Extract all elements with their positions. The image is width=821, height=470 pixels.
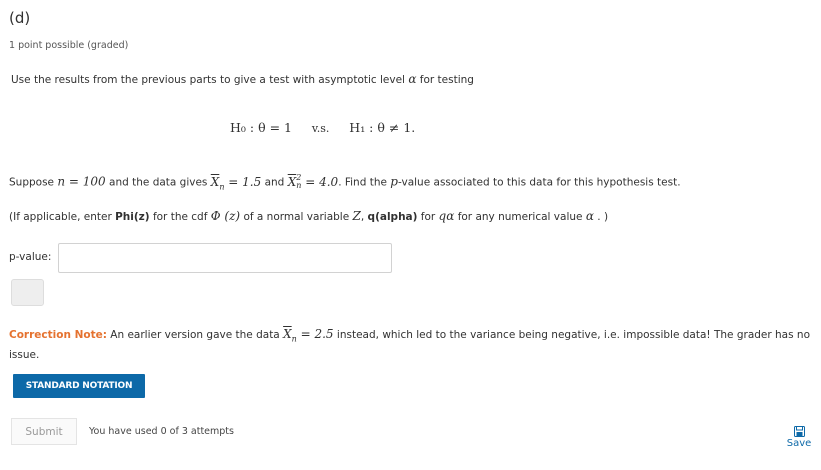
data-statement xyxy=(9,174,681,191)
prompt-text: Use the results from the previous parts to give a test with asymptotic level xyxy=(11,74,405,86)
problem-prompt xyxy=(11,72,474,86)
q-keyword: q(alpha) xyxy=(367,211,418,223)
versus-label: v.s. xyxy=(311,122,330,135)
suppose-text: Suppose xyxy=(9,176,55,189)
find-text: . Find the xyxy=(338,176,387,189)
phi-keyword: Phi(z) xyxy=(115,211,150,223)
note-text-end: instead, which led to the variance being negative, i.e. impossible data! The grader has no issue. xyxy=(9,329,811,362)
pvalue-tail-text: -value associated to this data for this hypothesis test. xyxy=(397,176,681,189)
equation-preview-button[interactable] xyxy=(11,279,44,306)
note-text-start: An earlier version gave the data xyxy=(110,329,280,341)
instr-cdf: for the cdf xyxy=(152,211,208,223)
instr-for: for xyxy=(420,211,436,223)
instr-rest: for any numerical value xyxy=(457,211,583,223)
attempts-status: You have used 0 of 3 attempts xyxy=(89,426,234,437)
instr-normal: of a normal variable xyxy=(243,211,350,223)
pvalue-label: p-value: xyxy=(9,251,52,263)
hypothesis-display xyxy=(230,120,415,135)
data-gives-text: and the data gives xyxy=(109,176,208,189)
p-symbol: p xyxy=(390,174,398,189)
null-hypothesis: H₀ : θ = 1 xyxy=(230,120,292,135)
prompt-alpha: α xyxy=(408,72,417,86)
q-alpha-symbol: qα xyxy=(438,209,455,223)
instr-start: (If applicable, enter xyxy=(9,211,112,223)
sample-mean: $\overline{X}_n = 1.5$ xyxy=(210,174,262,191)
input-instructions xyxy=(9,209,608,223)
alternative-hypothesis: H₁ : θ ≠ 1. xyxy=(349,120,416,135)
save-label: Save xyxy=(786,438,812,449)
z-symbol: Z xyxy=(352,209,361,223)
sample-second-moment: $\overline{X}$ 2 n = 4.0 xyxy=(287,173,339,190)
note-heading: Correction Note: xyxy=(9,329,107,341)
note-sample-mean: $\overline{X}_n = 2.5$ xyxy=(283,327,334,344)
prompt-tail: for testing xyxy=(419,74,474,86)
pvalue-input[interactable] xyxy=(58,243,392,273)
standard-notation-button[interactable]: STANDARD NOTATION xyxy=(13,374,145,398)
correction-note xyxy=(9,326,814,364)
phi-symbol: Φ (z) xyxy=(210,209,241,223)
problem-title: (d) xyxy=(9,9,31,27)
save-icon xyxy=(794,426,805,437)
comma: , xyxy=(360,211,365,223)
points-label: 1 point possible (graded) xyxy=(9,40,129,51)
and-text: and xyxy=(264,176,285,189)
sample-size: n = 100 xyxy=(57,174,106,189)
save-button[interactable] xyxy=(784,426,814,449)
instr-end: . ) xyxy=(597,211,609,223)
submit-button[interactable]: Submit xyxy=(11,418,77,445)
alpha-symbol: α xyxy=(585,209,594,223)
